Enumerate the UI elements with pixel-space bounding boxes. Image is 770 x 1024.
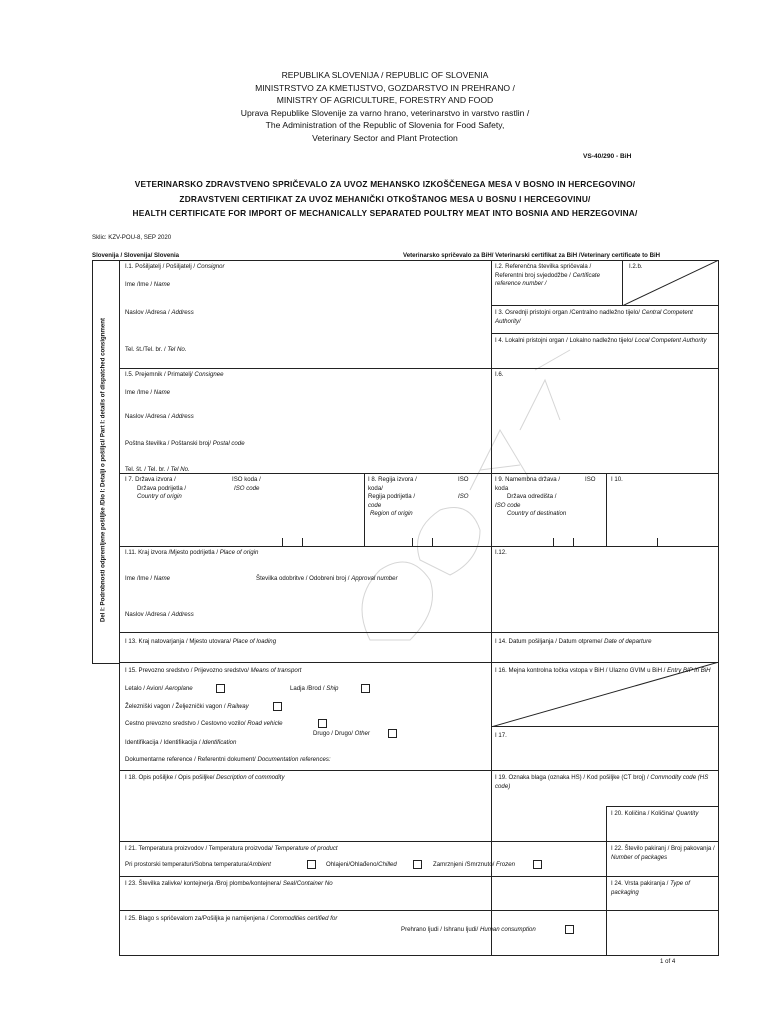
reference-sklic: Sklic: KZV-POU-8, SEP 2020 xyxy=(92,234,172,241)
railway-checkbox[interactable] xyxy=(273,702,282,711)
document-code: VS-40/290 - BiH xyxy=(583,153,632,160)
header-line: MINISTRSTVO ZA KMETIJSTVO, GOZDARSTVO IN PREHRANO / xyxy=(255,82,515,93)
consignee-name-label[interactable]: Ime /Ime / Name xyxy=(125,389,171,396)
consignee-postal-label[interactable]: Poštna številka / Poštanski broj/ Postal code xyxy=(125,440,245,447)
field-i8-iso-label: ISO xyxy=(458,476,469,483)
field-i24-label[interactable]: I 24. Vrsta pakiranja / Type of packaging xyxy=(611,880,690,896)
field-i18-label[interactable]: I 18. Opis pošiljke / Opis pošiljke/ Description of commodity xyxy=(125,774,285,781)
frozen-option-label: Zamrznjeni /Smrznuto/ Frozen xyxy=(433,861,515,868)
field-i4-label[interactable]: I 4. Lokalni pristojni organ / Lokalno nadležno tijelo/ Local Competent Authority xyxy=(495,337,707,344)
page-number: 1 of 4 xyxy=(660,958,676,965)
field-i19-label[interactable]: I 19. Oznaka blaga (oznaka HS) / Kod pošiljke (CT broj) / Commodity code (HS code) xyxy=(495,774,709,790)
road-vehicle-option-label: Cestno prevozno sredstvo / Cestovno vozilo/ Road vehicle xyxy=(125,720,283,727)
approval-number-label[interactable]: Številka odobritve / Odobreni broj / Approval number xyxy=(256,575,398,582)
field-i5-label: I.5. Prejemnik / Primatelj/ Consignee xyxy=(125,371,224,378)
header-line: MINISTRY OF AGRICULTURE, FORESTRY AND FOOD xyxy=(276,95,494,106)
title-line: VETERINARSKO ZDRAVSTVENO SPRIČEVALO ZA UVOZ MEHANSKO IZKOŠČENEGA MESA V BOSNO IN HERCEGOVINO/ xyxy=(134,179,636,189)
field-i6-label[interactable]: I.6. xyxy=(495,371,504,378)
country-label: Slovenija / Slovenija/ Slovenia xyxy=(92,252,180,259)
field-i21-label: I 21. Temperatura proizvodov / Temperatura proizvoda/ Temperature of product xyxy=(125,845,338,852)
origin-address-label[interactable]: Naslov /Adresa / Address xyxy=(125,611,194,618)
field-i1-label: I.1. Pošiljatelj / Pošiljatelj / Consignor xyxy=(125,263,225,270)
chilled-option-label: Ohlajeni/Ohlađeno/Chilled xyxy=(326,861,397,868)
identification-label[interactable]: Identifikacija / Identifikacija / Identification xyxy=(125,739,237,746)
title-line: ZDRAVSTVENI CERTIFIKAT ZA UVOZ MEHANIČKI OTKOŠTANOG MESA U BOSNU I HERCEGOVINU/ xyxy=(179,193,591,204)
field-i3-label[interactable]: I 3. Osrednji pristojni organ /Centralno nadležno tijelo/ Central Competent Authority/ xyxy=(495,309,693,325)
header-line: Uprava Republike Slovenije za varno hrano, veterinarstvo in varstvo rastlin / xyxy=(240,107,530,118)
field-i23-label[interactable]: I 23. Številka zalivke/ kontejnerja /Broj plombe/kontejnera/ Seal/Container No xyxy=(125,880,333,887)
field-i17-label[interactable]: I 17. xyxy=(495,732,507,739)
field-i22-label[interactable]: I 22. Število pakiranj / Broj pakovanja / Number of packages xyxy=(611,845,715,861)
header-line: REPUBLIKA SLOVENIJA / REPUBLIC OF SLOVENIA xyxy=(281,70,489,80)
aeroplane-checkbox[interactable] xyxy=(216,684,225,693)
field-i13-label[interactable]: I 13. Kraj natovarjanja / Mjesto utovara/ Place of loading xyxy=(125,638,277,645)
page-header xyxy=(0,69,770,145)
field-i15-label: I 15. Prevozno sredstvo / Prijevozno sredstvo/ Means of transport xyxy=(125,667,302,674)
field-i7-iso-label: ISO koda / ISO code xyxy=(232,476,261,492)
field-i7-label[interactable]: I 7. Država izvora / Država podrijetla / Country of origin xyxy=(125,476,187,501)
field-i9-label[interactable]: I 9. Namembna država / koda Država odredišta / ISO code Country of destination xyxy=(495,476,567,518)
header-line: The Administration of the Republic of Slovenia for Food Safety, xyxy=(265,120,505,131)
field-i16-label[interactable]: I 16. Mejna kontrolna točka vstopa v BiH / Ulazno GVIM u BiH / Entry BIP in BiH xyxy=(495,667,711,674)
ambient-checkbox[interactable] xyxy=(307,860,316,869)
field-i14-label[interactable]: I 14. Datum pošiljanja / Datum otpreme/ Date of departure xyxy=(495,638,652,645)
ambient-option-label: Pri prostorski temperaturi/Sobna temperatura/Ambient xyxy=(125,861,271,868)
field-i10-label[interactable]: I 10. xyxy=(611,476,623,483)
field-i12-label[interactable]: I.12. xyxy=(495,549,507,556)
field-i25-label: I 25. Blago s spričevalom za/Pošiljka je namijenjena / Commodities certified for xyxy=(125,915,338,922)
consignor-address-label[interactable]: Naslov /Adresa / Address xyxy=(125,309,194,316)
ship-checkbox[interactable] xyxy=(361,684,370,693)
header-line: Veterinary Sector and Plant Protection xyxy=(312,132,458,143)
consignor-tel-label[interactable]: Tel. št./Tel. br. / Tel No. xyxy=(125,346,187,353)
field-i8-label[interactable]: I 8. Regija izvora / koda/ Regija podrijetla / code Region of origin xyxy=(368,476,417,518)
human-consumption-label: Prehrano ljudi / Ishranu ljudi/ Human consumption xyxy=(401,926,536,933)
field-i8-iso-italic: ISO xyxy=(458,493,469,500)
field-i2-label[interactable]: I.2. Referenčna številka spričevala / Referentni broj svjedodžbe / Certificate reference number / xyxy=(495,263,601,288)
frozen-checkbox[interactable] xyxy=(533,860,542,869)
ship-option-label: Ladja /Brod / Ship xyxy=(290,685,339,692)
origin-name-label[interactable]: Ime /Ime / Name xyxy=(125,575,171,582)
field-i11-label[interactable]: I.11. Kraj izvora /Mjesto podrijetla / Place of origin xyxy=(125,549,259,556)
railway-option-label: Železniški vagon / Željeznički vagon / Railway xyxy=(125,703,249,710)
certificate-label: Veterinarsko spričevalo za BiH/ Veterinarski certifikat za BiH /Veterinary certificate to BiH xyxy=(403,252,661,259)
human-consumption-checkbox[interactable] xyxy=(565,925,574,934)
other-checkbox[interactable] xyxy=(388,729,397,738)
consignor-name-label[interactable]: Ime /Ime / Name xyxy=(125,281,171,288)
field-i20-label[interactable]: I 20. Količina / Količina/ Quantity xyxy=(611,810,699,817)
documentation-references-label[interactable]: Dokumentarne reference / Referentni dokument/ Documentation references: xyxy=(125,756,331,763)
field-i9-iso-label: ISO xyxy=(585,476,596,483)
side-label-part-one: Del I: Podrobnosti odpremljene pošiljke /Dio I: Detalji o pošiljci/ Part I: details of dispatched consignment xyxy=(99,317,107,623)
consignee-tel-label[interactable]: Tel. št. / Tel. br. / Tel No. xyxy=(125,466,190,473)
title-line: HEALTH CERTIFICATE FOR IMPORT OF MECHANICALLY SEPARATED POULTRY MEAT INTO BOSNIA AND HERZEGOVINA/ xyxy=(132,208,638,219)
certificate-title xyxy=(0,177,770,221)
consignee-address-label[interactable]: Naslov /Adresa / Address xyxy=(125,413,194,420)
other-option-label: Drugo / Drugo/ Other xyxy=(313,730,370,737)
aeroplane-option-label: Letalo / Avion/ Aeroplane xyxy=(125,685,193,692)
field-i2b-label: I.2.b. xyxy=(629,263,643,270)
road-vehicle-checkbox[interactable] xyxy=(318,719,327,728)
chilled-checkbox[interactable] xyxy=(413,860,422,869)
